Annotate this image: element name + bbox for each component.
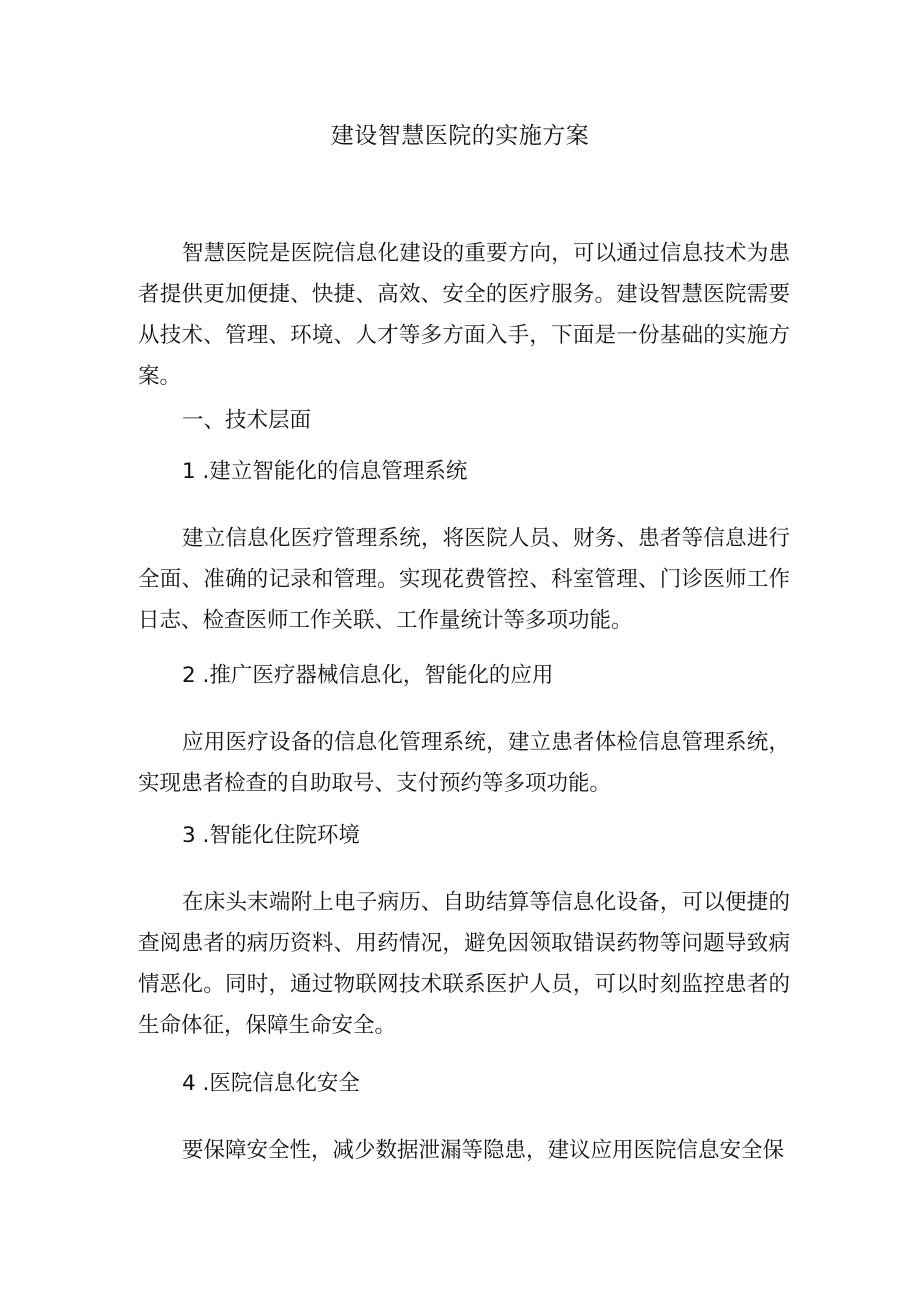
item-heading-3: 3 .智能化住院环境 (182, 823, 360, 848)
item-body-2: 应用医疗设备的信息化管理系统，建立患者体检信息管理系统，实现患者检查的自助取号、支付预约等多项功能。 (138, 730, 790, 796)
item-body-3: 在床头末端附上电子病历、自助结算等信息化设备，可以便捷的查阅患者的病历资料、用药情况，避免因领取错误药物等问题导致病情恶化。同时，通过物联网技术联系医护人员，可以时刻监控患者的生命体征，保障生命安全。 (138, 890, 790, 1038)
document-title: 建设智慧医院的实施方案 (330, 123, 590, 149)
item-body-4: 要保障安全性，减少数据泄漏等隐患，建议应用医院信息安全保 (182, 1138, 785, 1163)
item-heading-2: 2 .推广医疗器械信息化，智能化的应用 (182, 663, 554, 688)
item-heading-1: 1 .建立智能化的信息管理系统 (182, 459, 468, 484)
section-heading-technology: 一、技术层面 (182, 408, 312, 433)
intro-paragraph: 智慧医院是医院信息化建设的重要方向，可以通过信息技术为患者提供更加便捷、快捷、高效、安全的医疗服务。建设智慧医院需要从技术、管理、环境、人才等多方面入手，下面是一份基础的实施方案。 (138, 241, 790, 389)
item-heading-4: 4 .医院信息化安全 (182, 1071, 360, 1096)
item-body-1: 建立信息化医疗管理系统，将医院人员、财务、患者等信息进行全面、准确的记录和管理。实现花费管控、科室管理、门诊医师工作日志、检查医师工作关联、工作量统计等多项功能。 (138, 526, 790, 633)
